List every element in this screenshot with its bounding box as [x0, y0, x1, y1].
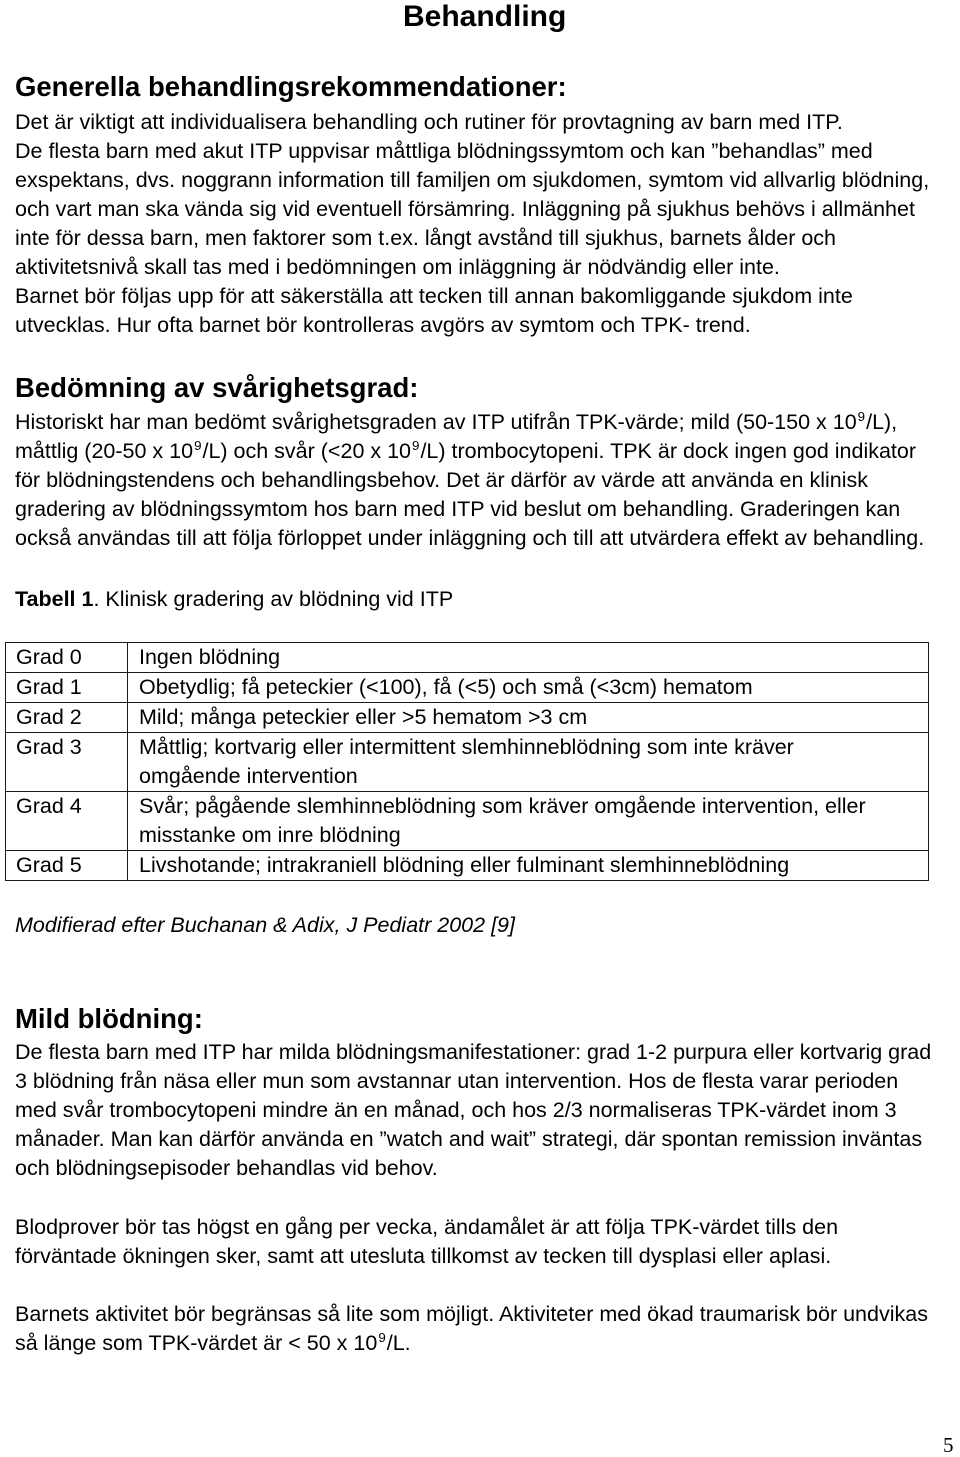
bold-text: Tabell 1	[15, 587, 94, 611]
paragraph-mild-bleeding-2	[15, 1213, 838, 1271]
description-cell	[128, 792, 929, 851]
text-run: /L) trombocytopeni. TPK är dock ingen god indikator	[420, 439, 917, 463]
text-run: . Klinisk gradering av blödning vid ITP	[93, 587, 454, 611]
description-cell	[128, 851, 929, 881]
table-source-note	[15, 911, 515, 940]
text-line: De flesta barn med ITP har milda blödningsmanifestationer: grad 1-2 purpura eller kortvarig grad	[15, 1040, 932, 1064]
table-caption	[15, 585, 453, 614]
text-line: förväntade ökningen sker, samt att utesluta tillkomst av tecken till dysplasi eller aplasi.	[15, 1244, 832, 1268]
description-cell	[128, 643, 929, 673]
table-row	[6, 673, 929, 703]
text-run: /L) och svår (<20 x 10	[202, 439, 412, 463]
text-line: Barnet bör följas upp för att säkerställa att tecken till annan bakomliggande sjukdom inte	[15, 284, 853, 308]
text-line: Modifierad efter Buchanan & Adix, J Pediatr 2002 [9]	[15, 913, 515, 937]
superscript: 9	[412, 437, 420, 453]
grade-cell: Grad 1	[6, 673, 128, 703]
grade-cell: Grad 2	[6, 703, 128, 733]
grade-cell: Grad 0	[6, 643, 128, 673]
text-run: så länge som TPK-värdet är < 50 x 10	[15, 1331, 378, 1355]
description-cell	[128, 733, 929, 792]
text-line: Barnets aktivitet bör begränsas så lite som möjligt. Aktiviteter med ökad traumarisk bör undvikas	[15, 1302, 928, 1326]
text-run: måttlig (20-50 x 10	[15, 439, 194, 463]
paragraph-mild-bleeding-3	[15, 1300, 928, 1358]
text-run: /L),	[866, 410, 898, 434]
text-line: Svår; pågående slemhinneblödning som kräver omgående intervention, eller	[139, 794, 866, 818]
paragraph-general-recommendations	[15, 108, 929, 340]
text-line: också användas till att följa förloppet under inläggning och till att utvärdera effekt av behandling.	[15, 526, 925, 550]
superscript: 9	[378, 1329, 386, 1345]
section-heading-mild-bleeding: Mild blödning:	[15, 1003, 203, 1034]
text-line: med svår trombocytopeni mindre än en månad, och hos 2/3 normaliseras TPK-värdet inom 3	[15, 1098, 897, 1122]
text-line: och blödningsepisoder behandlas vid behov.	[15, 1156, 438, 1180]
grade-cell: Grad 3	[6, 733, 128, 792]
text-line	[15, 408, 924, 437]
text-line: och vart man ska vända sig vid eventuell försämring. Inläggning på sjukhus behövs i allmänhet	[15, 197, 915, 221]
text-line	[15, 1329, 928, 1358]
grade-cell: Grad 5	[6, 851, 128, 881]
text-line	[15, 437, 924, 466]
text-line: gradering av blödningssymtom hos barn med ITP vid beslut om behandling. Graderingen kan	[15, 497, 901, 521]
text-line: exspektans, dvs. noggrann information till familjen om sjukdomen, symtom vid allvarlig blödning,	[15, 168, 930, 192]
text-line: Obetydlig; få peteckier (<100), få (<5) och små (<3cm) hematom	[139, 675, 753, 699]
page-title: Behandling	[403, 0, 567, 33]
text-line: Måttlig; kortvarig eller intermittent slemhinneblödning som inte kräver	[139, 735, 794, 759]
description-cell	[128, 673, 929, 703]
table-row	[6, 792, 929, 851]
table-row	[6, 851, 929, 881]
description-cell	[128, 703, 929, 733]
text-line: 3 blödning från näsa eller mun som avstannar utan intervention. Hos de flesta varar perioden	[15, 1069, 899, 1093]
text-line: misstanke om inre blödning	[139, 823, 401, 847]
superscript: 9	[857, 408, 866, 424]
grading-table-body	[6, 643, 929, 881]
text-line: för blödningstendens och behandlingsbehov. Det är därför av värde att använda en klinisk	[15, 468, 868, 492]
text-line	[15, 585, 453, 614]
table-row	[6, 733, 929, 792]
text-line: De flesta barn med akut ITP uppvisar måttliga blödningssymtom och kan ”behandlas” med	[15, 139, 873, 163]
text-line: omgående intervention	[139, 764, 358, 788]
text-line: utvecklas. Hur ofta barnet bör kontrolleras avgörs av symtom och TPK- trend.	[15, 313, 751, 337]
section-heading-general-recommendations: Generella behandlingsrekommendationer:	[15, 71, 567, 102]
text-line: Mild; många peteckier eller >5 hematom >3 cm	[139, 705, 588, 729]
bleeding-grading-table	[5, 642, 929, 881]
text-run: Historiskt har man bedömt svårighetsgraden av ITP utifrån TPK-värde; mild (50-150 x 10	[15, 410, 857, 434]
superscript: 9	[194, 437, 202, 453]
grade-cell: Grad 4	[6, 792, 128, 851]
section-heading-severity-assessment: Bedömning av svårighetsgrad:	[15, 372, 419, 403]
text-run: /L.	[386, 1331, 411, 1355]
table-row	[6, 703, 929, 733]
text-line: Det är viktigt att individualisera behandling och rutiner för provtagning av barn med ITP.	[15, 110, 843, 134]
text-line: aktivitetsnivå skall tas med i bedömningen om inläggning är nödvändig eller inte.	[15, 255, 780, 279]
text-line: Ingen blödning	[139, 645, 281, 669]
page-number: 5	[943, 1433, 954, 1457]
table-row	[6, 643, 929, 673]
text-line: månader. Man kan därför använda en ”watch and wait” strategi, där spontan remission inväntas	[15, 1127, 923, 1151]
text-line: inte för dessa barn, men faktorer som t.ex. långt avstånd till sjukhus, barnets ålder och	[15, 226, 836, 250]
paragraph-mild-bleeding-1	[15, 1038, 931, 1183]
paragraph-severity-assessment	[15, 408, 924, 553]
text-line: Livshotande; intrakraniell blödning eller fulminant slemhinneblödning	[139, 853, 790, 877]
text-line: Blodprover bör tas högst en gång per vecka, ändamålet är att följa TPK-värdet tills den	[15, 1215, 839, 1239]
